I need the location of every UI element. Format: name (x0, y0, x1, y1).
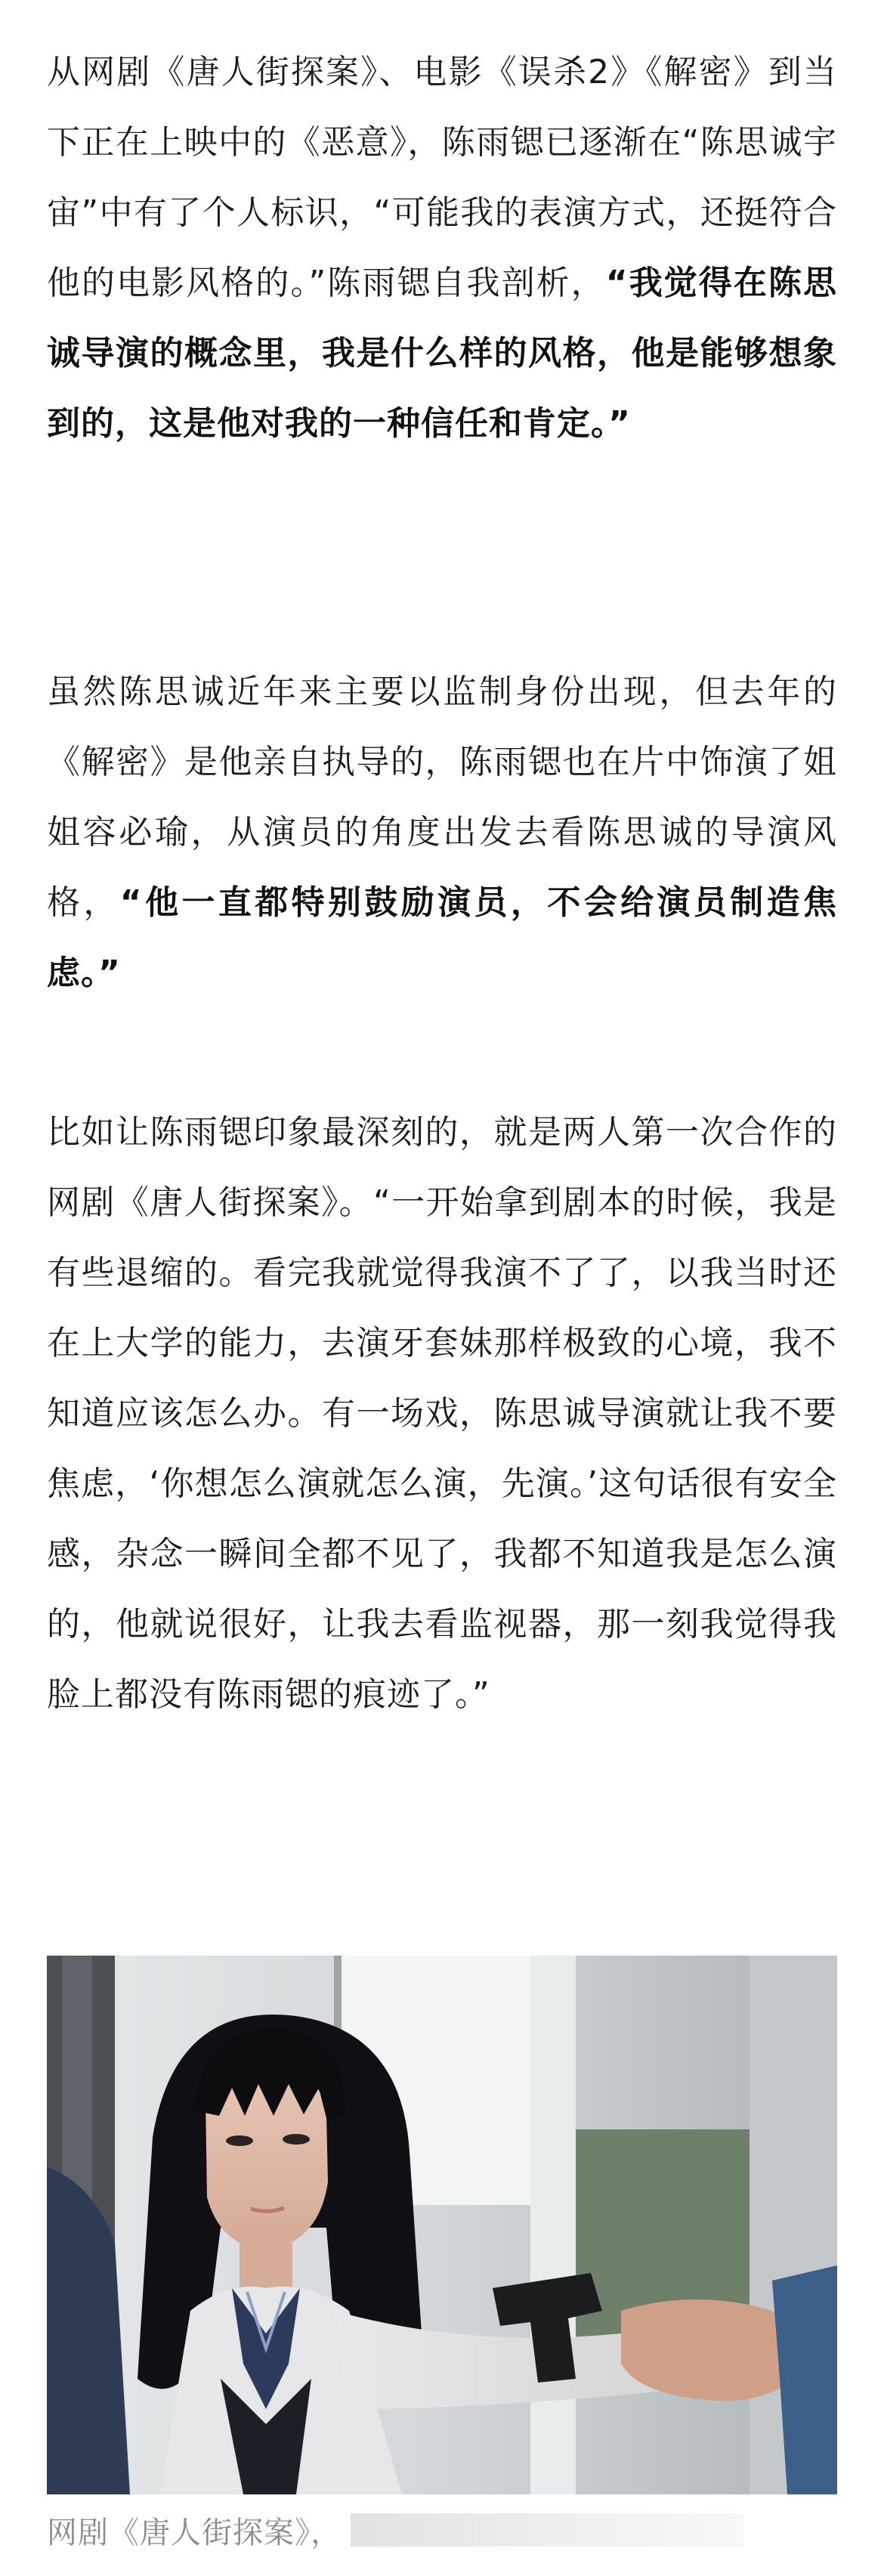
article-paragraph-3 (47, 1097, 837, 1730)
caption-redacted-block (351, 2513, 743, 2547)
paragraph-2-bold-quote: “他一直都特别鼓励演员，不会给演员制造焦虑。” (47, 883, 838, 992)
article-paragraph-2 (47, 657, 837, 1008)
photo-caption (47, 2507, 837, 2553)
still-photo-illustration (47, 1956, 837, 2494)
paragraph-2-text: 虽然陈思诚近年来主要以监制身份出现，但去年的《解密》是他亲自执导的，陈雨锶也在片中饰演了姐姐容必瑜，从演员的角度出发去看陈思诚的导演风格， (47, 673, 837, 922)
article-paragraph-1 (47, 37, 837, 459)
paragraph-1-bold-quote: “我觉得在陈思诚导演的概念里，我是什么样的风格，他是能够想象到的，这是他对我的一种信任和肯定。” (47, 264, 838, 443)
still-photo[interactable] (47, 1956, 837, 2494)
photo-caption-text: 网剧《唐人街探案》， (47, 2515, 342, 2550)
paragraph-3-text: 比如让陈雨锶印象最深刻的，就是两人第一次合作的网剧《唐人街探案》。“一开始拿到剧本的时候，我是有些退缩的。看完我就觉得我演不了了，以我当时还在上大学的能力，去演牙套妹那样极致的心境，我不知道应该怎么办。有一场戏，陈思诚导演就让我不要焦虑，‘你想怎么演就怎么演，先演。’这句话很有安全感，杂念一瞬间全都不见了，我都不知道我是怎么演的，他就说很好，让我去看监视器，那一刻我觉得我脸上都没有陈雨锶的痕迹了。” (47, 1113, 837, 1714)
paragraph-1-text: 从网剧《唐人街探案》、电影《误杀2》《解密》到当下正在上映中的《恶意》，陈雨锶已逐渐在“陈思诚宇宙”中有了个人标识，“可能我的表演方式，还挺符合他的电影风格的。”陈雨锶自我剖析， (47, 53, 837, 302)
